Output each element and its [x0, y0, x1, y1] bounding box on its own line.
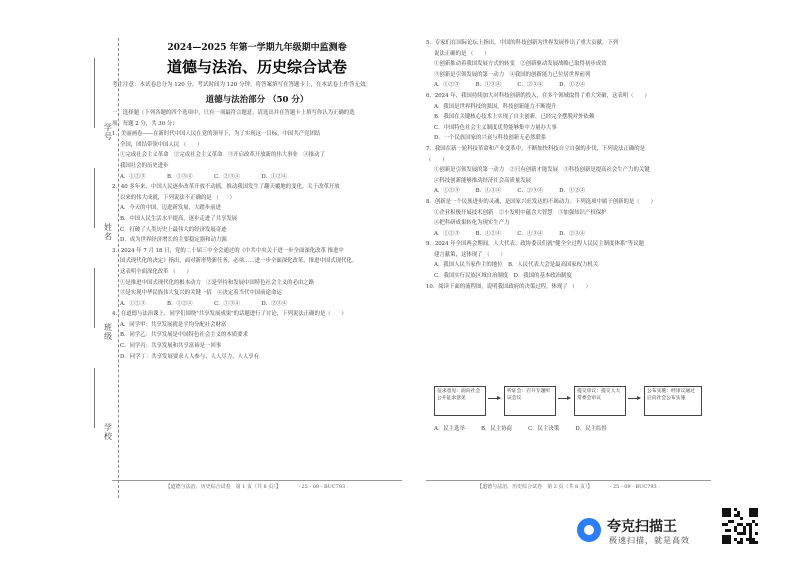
- question-line: 1．美丽画卷——在新时代中国人民在党的领导下，为了实现这一目标，中国共产党团结: [112, 131, 321, 138]
- question-line: 全国，团结带领中国人民 （ ）: [120, 141, 203, 148]
- question-line: ①完成社会主义革命 ②完成社会主义革命 ③开启改革开放新的伟大事业 ④推动了: [120, 152, 325, 159]
- qr-code-icon: [722, 508, 758, 544]
- answer-options: A．①②③ B．①③④ C．②③④ D．①②④: [434, 188, 586, 195]
- question-line: 10．阅读下面的流程图，说明我国政府的决策过程，体现了 （ ）: [426, 283, 591, 290]
- q10-answers: [434, 424, 704, 435]
- answer-option: D．一个民族国家的兴衰与科技创新无必然联系: [434, 135, 547, 142]
- answer-option: D．同学丁：共享发展要求人人参与、人人尽力、人人享有: [120, 353, 260, 360]
- question-line: 5．专家们在国际论坛上指出，中国的科技创新为世界发展作出了重大贡献。下列: [426, 40, 619, 46]
- q10-flow-diagram: [434, 384, 704, 420]
- class-field: [94, 268, 96, 328]
- question-line: 项。每题 2 分，共 30 分）: [112, 120, 178, 127]
- binding-label-name: 姓名: [104, 223, 112, 241]
- question-line: 国式现代化的决定》指出，面对新形势新任务，必须……进一步全面深化改革，推进中国式现代化。: [120, 258, 358, 265]
- answer-option: C．同学丙：共享发展和共享富裕是一回事: [120, 343, 222, 350]
- right-page: [426, 38, 711, 292]
- name-field: [94, 168, 96, 228]
- question-line: 2．40 多年来，中国人民逐步改革开放不动摇，推动我国发生了翻天覆地的变化。关于改革开放: [112, 184, 340, 191]
- question-line: ③是实现中华民族伟大复兴的关键一招 ④决定着当代中国前途命运: [120, 290, 282, 297]
- flow-step-box: 公布实施：经审议通过后向社会公布实施: [644, 386, 702, 416]
- answer-options: A．①②③ B．①③④ C．②③④ D．①②④: [120, 173, 288, 180]
- exam-notice: 考生注意：本试卷总分为 120 分，考试时间为 120 分钟。将答案填写在答题卡上，在本试卷上作答无效。: [112, 82, 371, 88]
- question-line: 建言献策，这体现了 （ ）: [434, 251, 506, 258]
- binding-label-student-id: 学号: [104, 123, 112, 141]
- question-line: 8．创新是一个民族进步的灵魂，是国家兴旺发达的不竭动力。下列选项中属于创新的是（ ）: [426, 198, 656, 205]
- answer-options: A．①②③ B．①②④ C．①③④ D．②③④: [434, 230, 586, 237]
- question-line: ①创新是引领发展的第一动力 ②只有创新才能发展 ③科技创新是提高社会生产力的关键: [434, 167, 650, 174]
- answer-option: A．同学甲：共享发展就是平均分配社会财富: [120, 321, 227, 328]
- flow-step-box: 听证会：召开专题听证会议: [504, 386, 556, 416]
- question-line: 9．2024 年全国两会期间，人大代表、政协委员们就"健全全过程人民民主制度体系"等议题: [426, 241, 644, 248]
- answer-option: A．今天的中国，迈进新发展，大踏步前进: [120, 205, 221, 212]
- question-line: ④科技创新能够推动经济社会高质量发展: [434, 177, 532, 184]
- question-line: 一、选择题（下列各题的四个选项中，只有一项最符合题意。请选出并在答题卡上填写你认为正确的选: [112, 110, 355, 116]
- answer-option: A．我国人民当家作主的地位 B．人民代表大会是最高国家权力机关: [434, 262, 599, 269]
- answer-option: B．同学乙：共享发展是中国特色社会主义的本质要求: [120, 332, 248, 339]
- flow-step-box: 征求意见：面向社会公开征求意见: [434, 386, 486, 416]
- answer-option: B．中国人民生活水平提高，逐步走进了共享发展: [120, 215, 238, 222]
- question-line: 7．我国在新一轮科技革命和产业变革中，不断加快科技自立自强的步伐，下列说法正确的是: [426, 145, 646, 152]
- binding-label-school: 学校: [104, 423, 112, 441]
- question-line: ④把科研成果转化为现实生产力: [434, 220, 510, 227]
- answer-option: C．打破了人类历史上最伟大的经济发展奇迹: [120, 226, 227, 233]
- page-footer-left: 【道德与法治、历史综合试卷 第 1 页（共 8 页）】 · 25 - 09 - BUC793 ·: [112, 480, 402, 490]
- answer-option: C．中国特色社会主义制度优势能够集中力量办大事: [434, 124, 557, 131]
- page-footer-right: 【道德与法治、历史综合试卷 第 2 页（共 8 页）】 · 25 - 09 - BUC793 ·: [426, 480, 711, 490]
- flow-arrow-icon: [628, 398, 640, 399]
- question-line: ①企业积极开展技术创新 ②小发明中蕴含大智慧 ③加强知识产权保护: [434, 209, 607, 216]
- question-line: 这表明全面深化改革 （ ）: [120, 268, 192, 275]
- answer-options: A．民主选举 B．民主协商 C．民主决策 D．民主监督: [434, 426, 607, 432]
- main-title: 道德与法治、历史综合试卷: [166, 58, 347, 76]
- question-line: 说法正确的是 （ ）: [434, 50, 490, 57]
- flow-arrow-icon: [558, 398, 570, 399]
- school-field: [94, 368, 96, 428]
- scanner-app-name: 夸克扫描王: [607, 519, 677, 535]
- question-line: ③创新是引领发展的第一动力 ④我国的创新能力已位居世界前列: [434, 71, 591, 78]
- answer-option: C．我国实行民族区域自治制度 D．我国的基本政治制度: [434, 273, 572, 280]
- exam-title: 2024—2025 年第一学期九年级期中监测卷: [167, 43, 347, 53]
- scanner-slogan: 极速扫描，就是高效: [609, 536, 690, 545]
- scanner-logo-icon: [577, 518, 601, 542]
- question-line: 我国社会的历史进步: [120, 162, 169, 169]
- flow-step-box: 提交审议：提交人大常委会审议: [574, 386, 626, 416]
- answer-options: A．①②③ B．①③④ C．②③④ D．①②④: [434, 82, 586, 89]
- student-id-field: [94, 58, 96, 128]
- question-line: 6．2024 年，我国持续加大对科技创新的投入，在多个领域取得了重大突破，这表明（ ）: [426, 92, 650, 99]
- section-title: 道德与法治部分 （50 分）: [205, 95, 309, 105]
- left-page: [112, 38, 402, 362]
- question-line: 4．在道德与法治课上，同学们围绕"共享发展成果"的话题进行了讨论，下列说法正确的是（ ）: [112, 311, 347, 318]
- binding-label-class: 班级: [104, 323, 112, 341]
- question-line: 3．2024 年 7 月 18 日，党的二十届三中全会通过的《中共中央关于进一步全面深化改革 推进中: [112, 247, 344, 254]
- answer-option: A．我国是世界科技的强国，科技创新能力不断提升: [434, 103, 557, 110]
- question-line: ①是推进中国式现代化的根本动力 ②是坚持和发展中国特色社会主义的必由之路: [120, 279, 315, 286]
- question-line: （ ）: [426, 156, 448, 163]
- answer-option: B．我国在关键核心技术上实现了自主创新，已经完全摆脱对外依赖: [434, 114, 595, 121]
- flow-arrow-icon: [488, 398, 500, 399]
- question-line: ①创新推动着我国发展方式的转变 ②创新驱动发展战略已取得初步成效: [434, 61, 607, 68]
- answer-options: A．①②③ B．①②④ C．①③④ D．②③④: [120, 300, 288, 307]
- question-line: 以来的伟大成就，下列说法不正确的是 （ ）: [120, 194, 235, 201]
- answer-option: D．成为世界经济增长的主要稳定器和动力源: [120, 237, 227, 244]
